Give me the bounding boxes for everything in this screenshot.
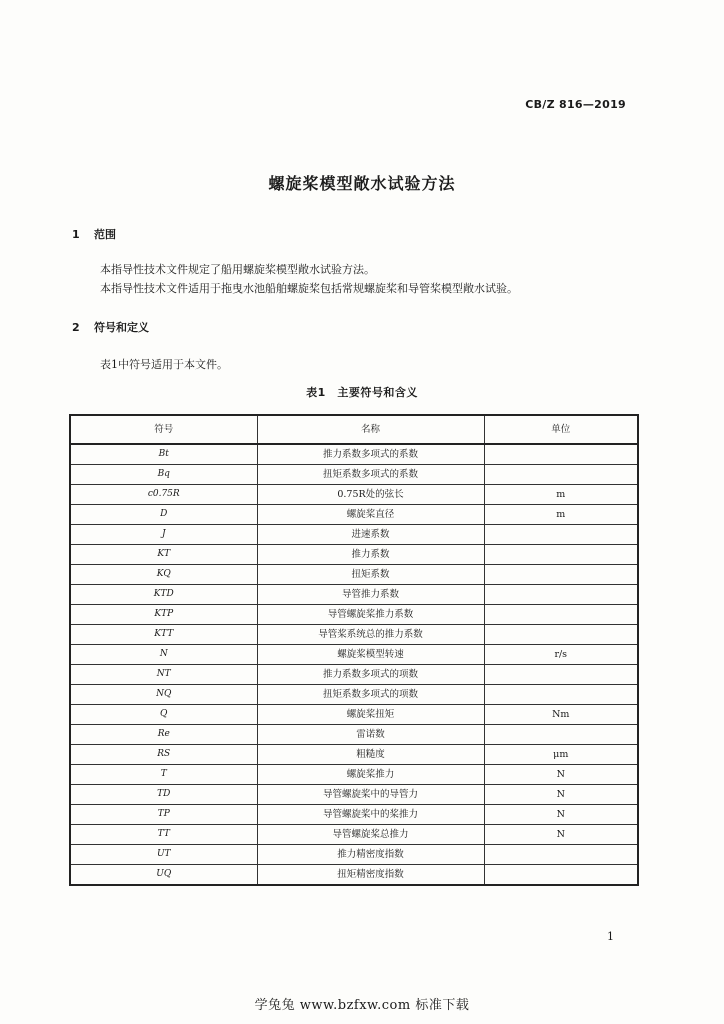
symbol-cell: Q bbox=[70, 705, 257, 725]
symbol-cell: Re bbox=[70, 725, 257, 745]
symbol-cell: KQ bbox=[70, 565, 257, 585]
unit-cell: Nm bbox=[484, 705, 638, 725]
table-row bbox=[70, 545, 638, 565]
name-cell: 扭矩精密度指数 bbox=[257, 865, 484, 886]
table-row bbox=[70, 865, 638, 886]
page-number: 1 bbox=[607, 930, 614, 943]
symbol-cell: Bq bbox=[70, 465, 257, 485]
unit-cell bbox=[484, 685, 638, 705]
table-row bbox=[70, 505, 638, 525]
symbol-cell: NQ bbox=[70, 685, 257, 705]
column-header-name: 名称 bbox=[257, 415, 484, 444]
unit-cell: m bbox=[484, 485, 638, 505]
table-row bbox=[70, 705, 638, 725]
unit-cell bbox=[484, 565, 638, 585]
table-row bbox=[70, 665, 638, 685]
name-cell: 导管推力系数 bbox=[257, 585, 484, 605]
name-cell: 导管螺旋桨中的导管力 bbox=[257, 785, 484, 805]
name-cell: 扭矩系数多项式的项数 bbox=[257, 685, 484, 705]
table-row bbox=[70, 525, 638, 545]
name-cell: 导管螺旋桨推力系数 bbox=[257, 605, 484, 625]
section-1-body bbox=[100, 260, 518, 298]
unit-cell: N bbox=[484, 825, 638, 845]
symbol-cell: TT bbox=[70, 825, 257, 845]
name-cell: 0.75R处的弦长 bbox=[257, 485, 484, 505]
unit-cell bbox=[484, 605, 638, 625]
symbol-cell: UQ bbox=[70, 865, 257, 886]
symbol-cell: N bbox=[70, 645, 257, 665]
name-cell: 推力精密度指数 bbox=[257, 845, 484, 865]
paragraph: 本指导性技术文件适用于拖曳水池船舶螺旋桨包括常规螺旋桨和导管桨模型敞水试验。 bbox=[100, 282, 518, 295]
table-row bbox=[70, 465, 638, 485]
table-row bbox=[70, 485, 638, 505]
table-row bbox=[70, 585, 638, 605]
name-cell: 推力系数多项式的项数 bbox=[257, 665, 484, 685]
symbols-table bbox=[69, 414, 639, 886]
symbol-cell: NT bbox=[70, 665, 257, 685]
symbol-cell: UT bbox=[70, 845, 257, 865]
table-row bbox=[70, 785, 638, 805]
name-cell: 推力系数 bbox=[257, 545, 484, 565]
symbol-cell: c0.75R bbox=[70, 485, 257, 505]
symbol-cell: KTP bbox=[70, 605, 257, 625]
document-title: 螺旋桨模型敞水试验方法 bbox=[268, 174, 456, 193]
unit-cell: m bbox=[484, 505, 638, 525]
symbol-cell: J bbox=[70, 525, 257, 545]
unit-cell: μm bbox=[484, 745, 638, 765]
table-row bbox=[70, 685, 638, 705]
name-cell: 螺旋桨扭矩 bbox=[257, 705, 484, 725]
unit-cell bbox=[484, 444, 638, 465]
symbol-cell: D bbox=[70, 505, 257, 525]
name-cell: 导管螺旋桨中的桨推力 bbox=[257, 805, 484, 825]
unit-cell bbox=[484, 725, 638, 745]
table-row bbox=[70, 805, 638, 825]
section-title: 符号和定义 bbox=[94, 321, 149, 334]
table-row bbox=[70, 444, 638, 465]
symbol-cell: RS bbox=[70, 745, 257, 765]
symbol-cell: KTD bbox=[70, 585, 257, 605]
section-2-body bbox=[100, 355, 228, 374]
section-2-heading bbox=[72, 319, 149, 335]
unit-cell bbox=[484, 585, 638, 605]
unit-cell: r/s bbox=[484, 645, 638, 665]
symbol-cell: TP bbox=[70, 805, 257, 825]
table-row bbox=[70, 625, 638, 645]
unit-cell bbox=[484, 665, 638, 685]
name-cell: 进速系数 bbox=[257, 525, 484, 545]
unit-cell: N bbox=[484, 805, 638, 825]
footer-watermark: 学兔兔 www.bzfxw.com 标准下载 bbox=[254, 998, 470, 1013]
name-cell: 扭矩系数 bbox=[257, 565, 484, 585]
name-cell: 粗糙度 bbox=[257, 745, 484, 765]
section-title: 范围 bbox=[94, 228, 116, 241]
section-number: 2 bbox=[72, 321, 80, 334]
unit-cell: N bbox=[484, 765, 638, 785]
unit-cell bbox=[484, 865, 638, 886]
table-row bbox=[70, 765, 638, 785]
symbol-cell: KTT bbox=[70, 625, 257, 645]
symbol-cell: KT bbox=[70, 545, 257, 565]
document-code: CB/Z 816—2019 bbox=[525, 98, 626, 111]
table-header-row bbox=[70, 415, 638, 444]
table-row bbox=[70, 825, 638, 845]
section-1-heading bbox=[72, 226, 116, 242]
unit-cell: N bbox=[484, 785, 638, 805]
section-number: 1 bbox=[72, 228, 80, 241]
table-caption: 表1 主要符号和含义 bbox=[306, 386, 418, 399]
table-row bbox=[70, 645, 638, 665]
unit-cell bbox=[484, 525, 638, 545]
table-row bbox=[70, 745, 638, 765]
unit-cell bbox=[484, 625, 638, 645]
symbol-cell: Bt bbox=[70, 444, 257, 465]
unit-cell bbox=[484, 545, 638, 565]
name-cell: 螺旋桨推力 bbox=[257, 765, 484, 785]
name-cell: 螺旋桨直径 bbox=[257, 505, 484, 525]
unit-cell bbox=[484, 845, 638, 865]
table-row bbox=[70, 845, 638, 865]
paragraph: 表1中符号适用于本文件。 bbox=[100, 358, 228, 371]
name-cell: 导管桨系统总的推力系数 bbox=[257, 625, 484, 645]
name-cell: 螺旋桨模型转速 bbox=[257, 645, 484, 665]
name-cell: 扭矩系数多项式的系数 bbox=[257, 465, 484, 485]
unit-cell bbox=[484, 465, 638, 485]
symbol-cell: T bbox=[70, 765, 257, 785]
table-row bbox=[70, 725, 638, 745]
column-header-unit: 单位 bbox=[484, 415, 638, 444]
table-row bbox=[70, 605, 638, 625]
name-cell: 导管螺旋桨总推力 bbox=[257, 825, 484, 845]
name-cell: 推力系数多项式的系数 bbox=[257, 444, 484, 465]
column-header-symbol: 符号 bbox=[70, 415, 257, 444]
symbol-cell: TD bbox=[70, 785, 257, 805]
table-row bbox=[70, 565, 638, 585]
paragraph: 本指导性技术文件规定了船用螺旋桨模型敞水试验方法。 bbox=[100, 263, 375, 276]
name-cell: 雷诺数 bbox=[257, 725, 484, 745]
